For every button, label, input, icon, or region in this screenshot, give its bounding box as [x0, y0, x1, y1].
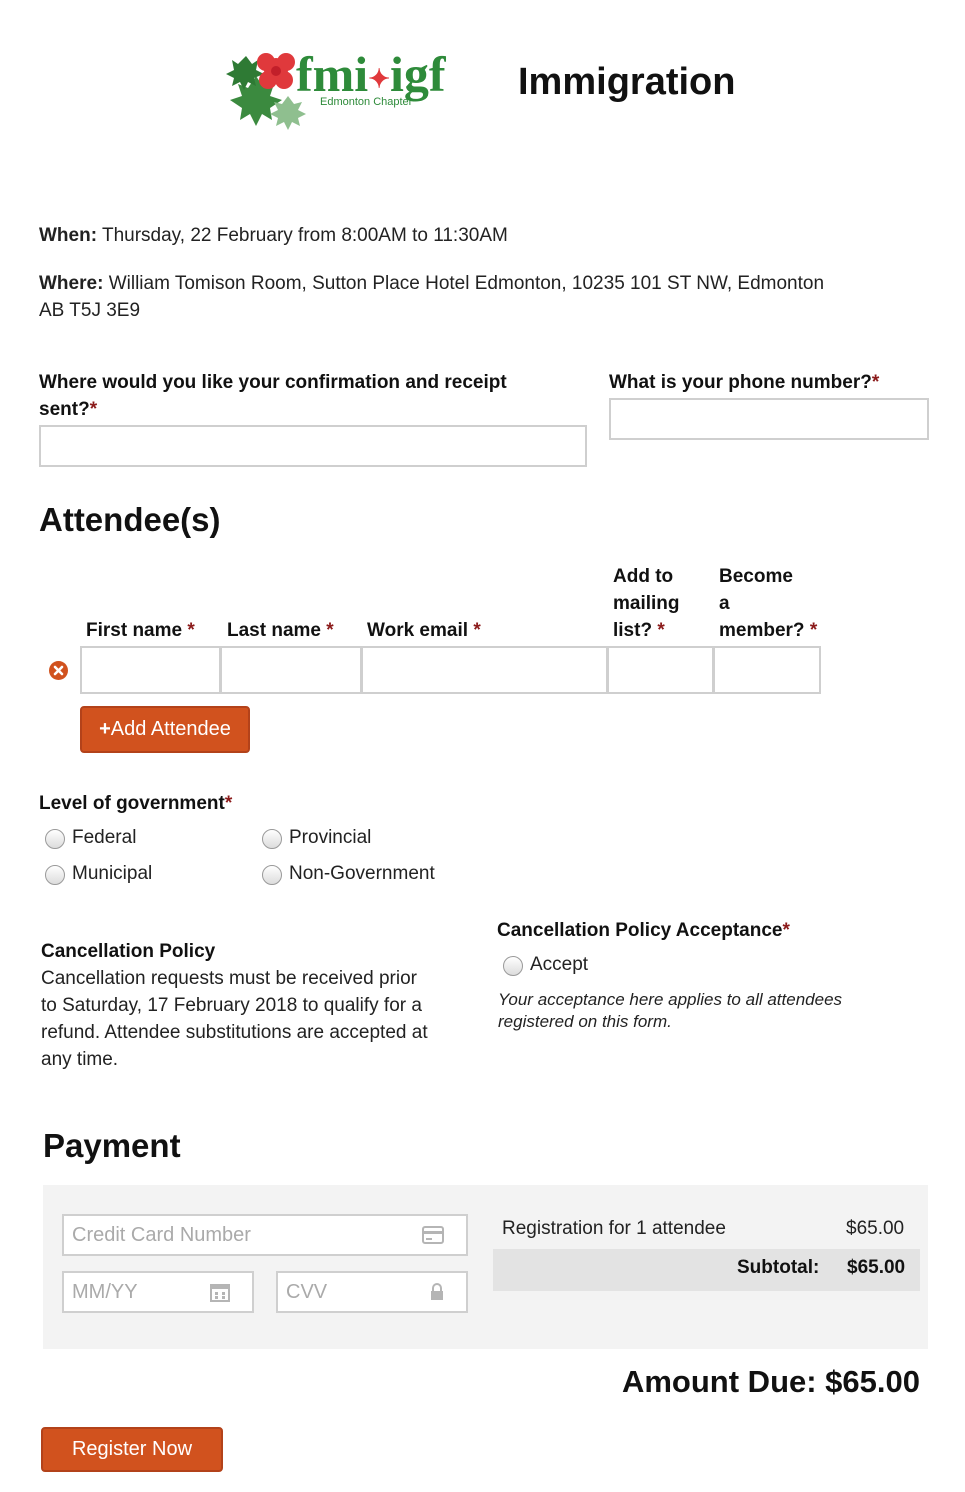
- add-attendee-label: Add Attendee: [110, 718, 231, 740]
- accept-label: Accept: [530, 954, 589, 975]
- cvv-input[interactable]: [276, 1271, 468, 1313]
- option-municipal-label: Municipal: [72, 863, 153, 884]
- payment-heading: Payment: [43, 1127, 181, 1164]
- radio-provincial[interactable]: [262, 829, 282, 849]
- confirmation-email-input[interactable]: [39, 425, 587, 467]
- line-item-label: Registration for 1 attendee: [502, 1218, 726, 1239]
- attendees-heading: Attendee(s): [39, 501, 221, 538]
- cvv-placeholder: CVV: [286, 1281, 328, 1303]
- col-mailing-list: Add to mailing list? *: [613, 566, 680, 641]
- amount-due: Amount Due: $65.00: [621, 1364, 920, 1399]
- where-label: Where:: [39, 273, 104, 294]
- card-number-placeholder: Credit Card Number: [72, 1224, 251, 1246]
- last-name-input[interactable]: [220, 646, 362, 694]
- first-name-input[interactable]: [80, 646, 221, 694]
- cancellation-policy-text: Cancellation requests must be received prior to Saturday, 17 February 2018 to qualify for a refund. Attendee substitutions are accepted at any time.: [41, 968, 428, 1070]
- acceptance-note: Your acceptance here applies to all attendees registered on this form.: [498, 990, 843, 1031]
- when-value: Thursday, 22 February from 8:00AM to 11:30AM: [101, 225, 508, 246]
- line-item-amount: $65.00: [846, 1218, 905, 1239]
- government-label: Level of government*: [39, 793, 233, 814]
- credit-card-icon: [422, 1226, 444, 1244]
- col-become-member: Become a member? *: [719, 566, 818, 641]
- mailing-list-input[interactable]: [607, 646, 714, 694]
- radio-federal[interactable]: [45, 829, 65, 849]
- col-first-name: First name *: [86, 620, 195, 641]
- expiry-placeholder: MM/YY: [72, 1281, 138, 1303]
- subtotal-amount: $65.00: [847, 1257, 906, 1278]
- card-number-input[interactable]: [62, 1214, 468, 1256]
- lock-icon: [430, 1283, 444, 1301]
- phone-label: What is your phone number?*: [609, 372, 880, 393]
- plus-icon: +: [99, 718, 111, 740]
- event-where: [39, 270, 824, 324]
- logo-text-fmi: fmi: [296, 46, 369, 102]
- when-label: When:: [39, 225, 98, 246]
- page-title: Immigration: [518, 61, 736, 103]
- phone-input[interactable]: [609, 398, 929, 440]
- where-value-line1: William Tomison Room, Sutton Place Hotel Edmonton, 10235 101 ST NW, Edmonton: [108, 273, 825, 294]
- where-value-line2: AB T5J 3E9: [39, 300, 141, 321]
- col-last-name: Last name *: [227, 620, 334, 641]
- table-row: [80, 646, 821, 694]
- remove-circle-icon: [49, 661, 68, 680]
- radio-accept[interactable]: [503, 956, 523, 976]
- confirmation-label: Where would you like your confirmation and receipt sent?*: [39, 372, 507, 420]
- work-email-input[interactable]: [361, 646, 608, 694]
- calendar-icon: [210, 1282, 230, 1302]
- required-mark: *: [871, 372, 880, 393]
- option-provincial-label: Provincial: [289, 827, 372, 848]
- logo: [226, 36, 476, 136]
- acceptance-label: Cancellation Policy Acceptance*: [497, 920, 790, 941]
- col-work-email: Work email *: [367, 620, 481, 641]
- register-now-button[interactable]: Register Now: [41, 1427, 223, 1472]
- option-non-government-label: Non-Government: [289, 863, 435, 884]
- radio-non-government[interactable]: [262, 865, 282, 885]
- expiry-input[interactable]: [62, 1271, 254, 1313]
- payment-panel: [43, 1185, 928, 1349]
- subtotal-row: [493, 1249, 920, 1291]
- logo-text-igf: igf: [390, 46, 446, 102]
- remove-attendee-button[interactable]: [49, 661, 68, 680]
- required-mark: *: [89, 399, 98, 420]
- option-federal-label: Federal: [72, 827, 137, 848]
- cancellation-policy-heading: Cancellation Policy: [41, 941, 216, 962]
- maple-leaf-icon: ✦: [368, 64, 390, 94]
- become-member-input[interactable]: [713, 646, 821, 694]
- radio-municipal[interactable]: [45, 865, 65, 885]
- logo-subtitle: Edmonton Chapter: [320, 96, 413, 108]
- add-attendee-button[interactable]: [80, 706, 250, 753]
- subtotal-label: Subtotal:: [737, 1257, 820, 1278]
- event-when: [39, 222, 508, 249]
